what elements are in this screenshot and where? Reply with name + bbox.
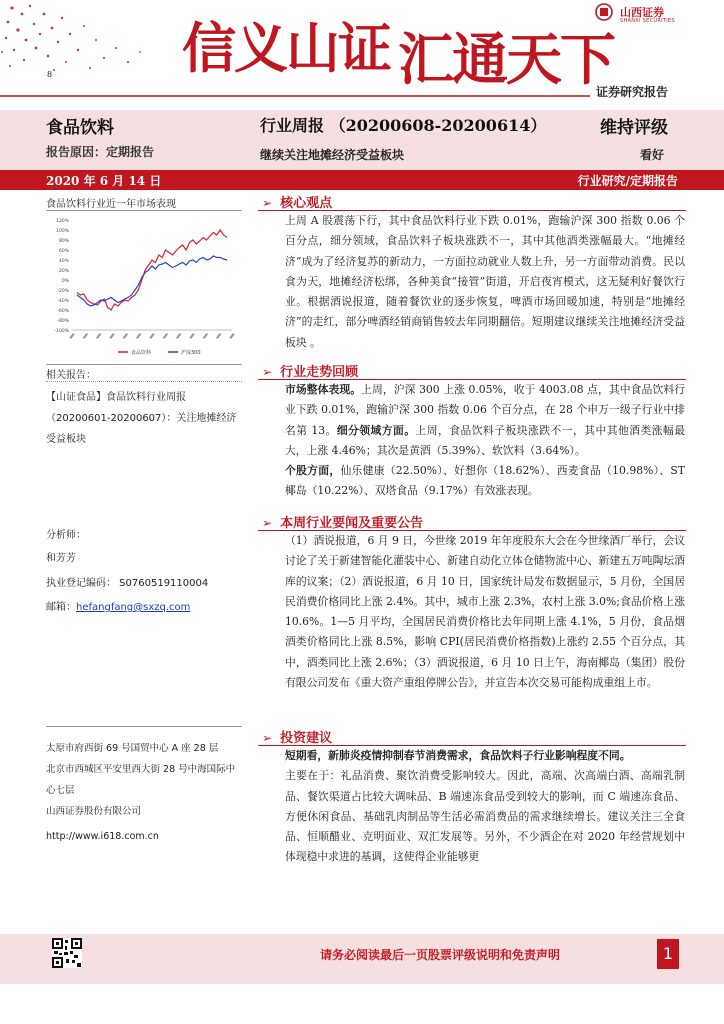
section-news-heading bbox=[262, 512, 423, 531]
website-link[interactable]: http://www.i618.com.cn bbox=[46, 831, 159, 842]
trend-bold-1: 市场整体表现。 bbox=[285, 383, 362, 396]
legend-label: 食品饮料 bbox=[131, 350, 152, 356]
arrow-icon: ➢ bbox=[262, 731, 273, 745]
related-report-link[interactable]: 【山证食品】食品饮料行业周报（20200601-20200607）：关注地摊经济受益板块 bbox=[46, 392, 237, 445]
section-core-title: 核心观点 bbox=[280, 196, 333, 211]
x-tick-label bbox=[189, 333, 194, 339]
y-tick-label: -40% bbox=[57, 299, 69, 304]
news-text: （1）酒说报道，6 月 9 日，今世缘 2019 年年度股东大会在今世缘酒厂举行，会议讨论了关于新建智能化灌装中心、新建自动化立体仓储物流中心、新建五万吨陶坛酒库的议案；（2）酒说报道，6 月 10 日，国家统计局发布数据显示，5 月份，全国居民消费价格同比上涨 2.4%。其中，城市上涨 2.3%，农村上涨 3.0%;食品价格上涨 10.6%。1—5 月平均，全国居民消费价格比去年同期上涨 4.1%，5 月份，食品烟酒类价格同比上涨 8.5%，影响 CPI(居民消费价格指数)上涨约 2.55 个百分点，其中，酒类同比上涨 2.6%；（3）酒说报道，6 月 10 日上午，海南椰岛（集团）股份有限公司发布《重大资产重组停牌公告》，并宣告本次交易可能构成重组上市。 bbox=[285, 534, 685, 690]
divider bbox=[46, 210, 242, 211]
chart-title: 食品饮料行业近一年市场表现 bbox=[46, 199, 176, 210]
industry-name: 食品饮料 bbox=[46, 118, 114, 138]
trend-bold-3: 个股方面， bbox=[285, 464, 341, 478]
y-tick-label: 120% bbox=[56, 219, 69, 224]
x-tick-label bbox=[123, 333, 128, 339]
y-tick-label: 60% bbox=[58, 249, 69, 254]
certificate-number: 执业登记编码： S0760519110004 bbox=[46, 578, 209, 589]
report-type: 证券研究报告 bbox=[596, 85, 669, 99]
legend-label: 沪深300 bbox=[181, 350, 201, 356]
company-name: 山西证券股份有限公司 bbox=[46, 806, 142, 817]
address-beijing: 北京市西城区平安里西大街 28 号中海国际中心七层 bbox=[46, 764, 236, 796]
banner bbox=[0, 0, 724, 110]
logo-text: 山西证券 bbox=[620, 6, 664, 19]
x-tick-label bbox=[149, 333, 154, 339]
section-news-title: 本周行业要闻及重要公告 bbox=[280, 516, 424, 531]
y-tick-label: -100% bbox=[54, 329, 69, 334]
advice-body: 主要在于：礼品消费、聚饮消费受影响较大。因此，高端、次高端白酒、高端乳制品、餐饮渠道占比较大调味品、B 端速冻食品受到较大的影响，而 C 端速冻食品、方便休闲食品、基础乳肉制品等生活必需消费品的需求继续增长。建议关注三全食品、恒顺醋业、克明面业、双汇发展等。另外，不少酒企在对 2020 年经营规划中体现稳中求进的基调，这使得企业能够更 bbox=[285, 769, 685, 864]
page-number: 1 bbox=[657, 939, 679, 969]
divider bbox=[46, 364, 242, 365]
analyst-name: 和芳芳 bbox=[46, 553, 76, 564]
slogan-part2: 汇通天下 bbox=[398, 27, 614, 93]
trend-bold-2: 细分领域方面。 bbox=[336, 423, 416, 437]
series-line-食品饮料 bbox=[77, 230, 227, 310]
report-subtitle: 继续关注地摊经济受益板块 bbox=[260, 148, 405, 162]
report-category: 行业研究/定期报告 bbox=[577, 174, 678, 188]
rating-value: 看好 bbox=[640, 148, 665, 162]
email-label: 邮箱： bbox=[46, 602, 76, 613]
y-tick-label: 100% bbox=[56, 229, 69, 234]
address-block bbox=[46, 738, 242, 847]
y-tick-label: 0% bbox=[61, 279, 69, 284]
x-tick-label bbox=[109, 333, 114, 339]
rating-label: 维持评级 bbox=[600, 118, 668, 138]
y-tick-label: -80% bbox=[57, 319, 69, 324]
x-tick-label bbox=[69, 333, 74, 339]
market-chart bbox=[42, 212, 242, 364]
trend-text-1: 上周，沪深 300 上涨 0.05%，收于 4003.08 点，其中食品饮料行业下跌 0.01%，跑输沪深 300 指数 0.06 个百分点，在 28 个申万一级子行业中排名第 13。 bbox=[285, 383, 685, 437]
x-tick-label bbox=[203, 333, 208, 339]
advice-text bbox=[285, 746, 685, 874]
x-tick-label bbox=[216, 333, 221, 339]
address-taiyuan: 太原市府西街 69 号国贸中心 A 座 28 层 bbox=[46, 743, 219, 754]
report-title: 行业周报 （20200608-20200614） bbox=[260, 116, 547, 135]
y-tick-label: -60% bbox=[57, 309, 69, 314]
series-line-沪深300 bbox=[77, 256, 227, 306]
y-tick-label: 20% bbox=[58, 269, 69, 274]
x-tick-label bbox=[96, 333, 101, 339]
analyst-label: 分析师： bbox=[46, 530, 86, 541]
y-tick-label: -20% bbox=[57, 289, 69, 294]
y-tick-label: 40% bbox=[58, 259, 69, 264]
advice-bold: 短期看，新肺炎疫情抑制春节消费需求，食品饮料子行业影响程度不同。 bbox=[285, 749, 631, 762]
disclaimer-text: 请务必阅读最后一页股票评级说明和免责声明 bbox=[320, 948, 561, 962]
x-tick-label bbox=[176, 333, 181, 339]
arrow-icon: ➢ bbox=[262, 196, 273, 210]
section-trend-title: 行业走势回顾 bbox=[280, 365, 359, 380]
report-reason: 报告原因：定期报告 bbox=[46, 145, 155, 159]
divider bbox=[46, 726, 242, 727]
section-advice-title: 投资建议 bbox=[280, 731, 333, 746]
y-tick-label: 80% bbox=[58, 239, 69, 244]
x-tick-label bbox=[136, 333, 141, 339]
section-core-heading bbox=[262, 192, 332, 211]
related-reports-label: 相关报告： bbox=[46, 370, 96, 381]
email-link[interactable]: hefangfang@sxzq.com bbox=[76, 602, 191, 613]
divider bbox=[46, 381, 242, 382]
report-date: 2020 年 6 月 14 日 bbox=[46, 174, 162, 188]
arrow-icon: ➢ bbox=[262, 516, 273, 530]
x-tick-label bbox=[163, 333, 168, 339]
trend-text-3: 仙乐健康（22.50%）、好想你（18.62%）、西麦食品（10.98%）、ST 椰岛（10.22%）、双塔食品（9.17%）有效涨表现。 bbox=[285, 464, 686, 498]
arrow-icon: ➢ bbox=[262, 365, 273, 379]
section-trend-heading bbox=[262, 361, 358, 380]
core-view-text: 上周 A 股震荡下行，其中食品饮料行业下跌 0.01%，跑输沪深 300 指数 0.06 个百分点，细分领域，食品饮料子板块涨跌不一，其中其他酒类涨幅最大。“地摊经济”成为了经济复苏的新动力，一方面拉动就业人数上升，另一方面带动消费。民以食为天，地摊经济松绑，各种美食“接管”街道，开启夜宵模式，这无疑利好餐饮行业。根据酒说报道，随着餐饮业的逐步恢复，啤酒市场回暖加速，特别是“地摊经济”的走红，部分啤酒经销商销售较去年同期翻倍。短期建议继续关注地摊经济受益板块 。 bbox=[285, 214, 685, 349]
x-tick-label bbox=[229, 333, 234, 339]
section-advice-heading bbox=[262, 727, 332, 746]
x-tick-label bbox=[83, 333, 88, 339]
slogan-part1: 信义山证 bbox=[182, 16, 390, 80]
logo-subtitle: SHANXI SECURITIES bbox=[620, 18, 675, 24]
trend-text bbox=[285, 380, 685, 502]
qr-code-icon bbox=[52, 938, 82, 968]
trend-text-2: 上周，食品饮料子板块涨跌不一，其中其他酒类涨幅最大，上涨 4.46%；其次是黄酒（5.39%）、软饮料（3.64%）。 bbox=[285, 423, 686, 457]
email-line bbox=[46, 598, 190, 613]
stray-char: 8 bbox=[47, 70, 53, 79]
